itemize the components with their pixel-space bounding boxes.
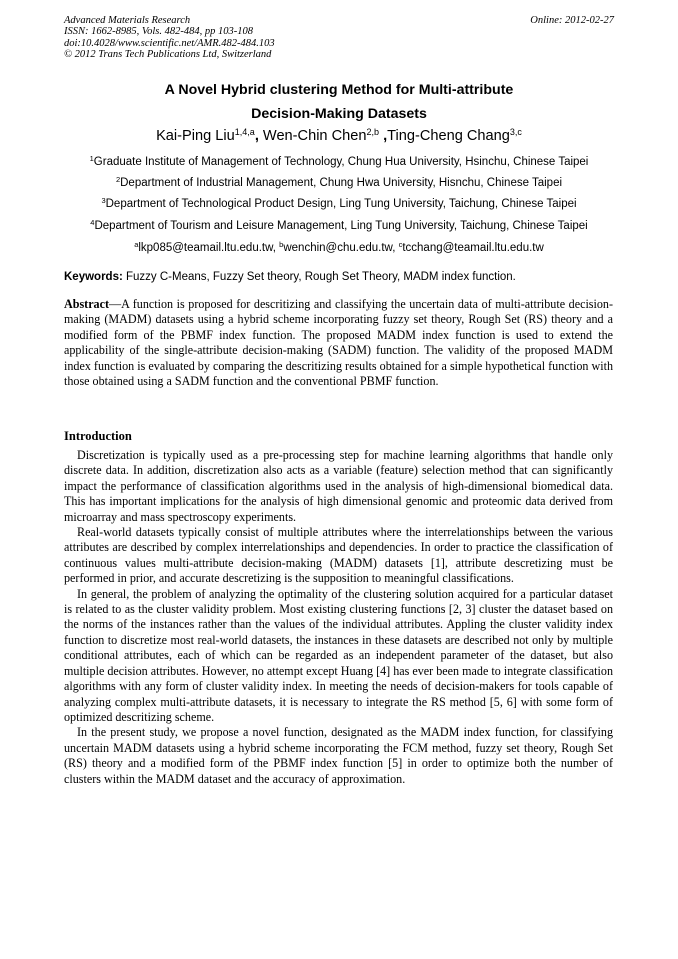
online-date-text: Online: 2012-02-27 bbox=[530, 15, 614, 26]
author-list bbox=[0, 128, 678, 144]
affiliation bbox=[0, 156, 678, 168]
email-mark: c bbox=[398, 240, 403, 249]
keywords-text: Fuzzy C-Means, Fuzzy Set theory, Rough Set Theory, MADM index function. bbox=[122, 271, 516, 283]
keywords-label: Keywords: bbox=[64, 271, 123, 283]
author-affiliation-mark: 1,4,a bbox=[234, 127, 255, 137]
paper-title-line-2: Decision-Making Datasets bbox=[251, 106, 427, 122]
affiliation-mark: 1 bbox=[89, 154, 94, 163]
author-separator: , bbox=[379, 128, 388, 144]
intro-paragraph: Real-world datasets typically consist of multiple attributes where the interrelationships between the various attributes are described by complex interrelationships and dependencies. In order to practice the classification of continuous values multi-attribute decision-making (MADM) datasets [1], attribute descretizing must be performed in prior, and accurate descretizing is the supposition to meaningful classifications. bbox=[64, 525, 613, 586]
affiliation-mark: 4 bbox=[90, 218, 95, 227]
abstract bbox=[64, 297, 613, 389]
affiliation-mark: 2 bbox=[115, 175, 121, 184]
affiliation-text: Graduate Institute of Management of Technology, Chung Hua University, Hsinchu, Chinese Taipei bbox=[93, 156, 589, 168]
intro-paragraph: Discretization is typically used as a pre-processing step for machine learning algorithms that handle only discrete data. In addition, discretization also acts as a variable (feature) selection method that can significantly impact the performance of classification algorithms used in the analysis of high-dimensional biomedical data. This has important implications for the analysis of high dimensional genomic and proteomic data derived from microarray and mass spectroscopy experiments. bbox=[64, 448, 613, 524]
email-address: wenchin@chu.edu.tw, bbox=[283, 242, 399, 254]
online-date bbox=[530, 15, 614, 26]
email-mark: b bbox=[279, 240, 284, 249]
author-affiliation-mark: 3,c bbox=[509, 127, 522, 137]
author-name: Ting-Cheng Chang bbox=[387, 128, 510, 144]
affiliation-text: Department of Tourism and Leisure Management, Ling Tung University, Taichung, Chinese Taipei bbox=[94, 220, 588, 232]
copyright-line: © 2012 Trans Tech Publications Ltd, Switzerland bbox=[64, 49, 272, 61]
affiliation-text: Department of Industrial Management, Chung Hwa University, Hisnchu, Chinese Taipei bbox=[120, 177, 563, 189]
author-separator: , bbox=[254, 128, 259, 144]
introduction-body bbox=[64, 448, 613, 787]
journal-name: Advanced Materials Research bbox=[64, 15, 191, 26]
journal-header bbox=[64, 15, 275, 61]
affiliation bbox=[0, 198, 678, 210]
email-address: tcchang@teamail.ltu.edu.tw bbox=[402, 242, 544, 254]
affiliation bbox=[0, 177, 678, 189]
author-name: Kai-Ping Liu bbox=[156, 128, 235, 144]
keywords bbox=[64, 271, 516, 283]
issn-line: ISSN: 1662-8985, Vols. 482-484, pp 103-108 bbox=[64, 26, 253, 38]
intro-paragraph: In the present study, we propose a novel function, designated as the MADM index function, for classifying uncertain MADM datasets using a hybrid scheme incorporating the FCM method, fuzzy set theory, Rough Set (RS) theory and a modified form of the PBMF index function [5] in order to optimize both the number of clusters within the MADM dataset and the accuracy of approximation. bbox=[64, 725, 613, 786]
affiliation bbox=[0, 220, 678, 232]
author-emails bbox=[0, 242, 678, 254]
abstract-label: Abstract bbox=[64, 297, 110, 311]
affiliation-text: Department of Technological Product Design, Ling Tung University, Taichung, Chinese Taipei bbox=[105, 198, 577, 210]
author-name: Wen-Chin Chen bbox=[258, 128, 367, 144]
intro-paragraph: In general, the problem of analyzing the optimality of the clustering solution acquired for a particular dataset is related to as the cluster validity problem. Most existing clustering functions [2, 3] cluster the dataset based on the norms of the instances rather than the values of the individual attributes. Appling the cluster validity index function to discretize most real-world datasets, the instances in these datasets are described not only by multiple conditional attributes, each of which can be regarded as an independent parameter of the dataset, but also multiple decision attributes. However, no attempt except Huang [4] has ever been made to integrate classification algorithms with any form of cluster validity index. In meeting the needs of decision-makers for tools capable of analyzing complex multi-attribute datasets, it is necessary to integrate the RS method [5, 6] with some form of optimized descritizing scheme. bbox=[64, 586, 613, 724]
abstract-text: —A function is proposed for descritizing and classifying the uncertain data of multi-attribute decision-making (MADM) datasets using a hybrid scheme incorporating fuzzy set theory, Rough Set (RS) theory and a modified form of the PBMF index function. The proposed MADM index function is used to extend the applicability of the single-attribute decision-making (SADM) function. The validity of the proposed MADM index function is evaluated by comparing the descritizing results obtained for a simple hypothetical function with those obtained using a SADM function and the conventional PBMF function. bbox=[64, 297, 613, 389]
email-address: lkp085@teamail.ltu.edu.tw, bbox=[138, 242, 280, 254]
paper-title-line-1: A Novel Hybrid clustering Method for Multi-attribute bbox=[164, 82, 514, 98]
affiliation-mark: 3 bbox=[101, 196, 106, 205]
section-heading-introduction: Introduction bbox=[64, 429, 132, 443]
author-affiliation-mark: 2,b bbox=[366, 127, 380, 137]
doi-line: doi:10.4028/www.scientific.net/AMR.482-484.103 bbox=[64, 37, 275, 49]
email-mark: a bbox=[134, 240, 139, 249]
